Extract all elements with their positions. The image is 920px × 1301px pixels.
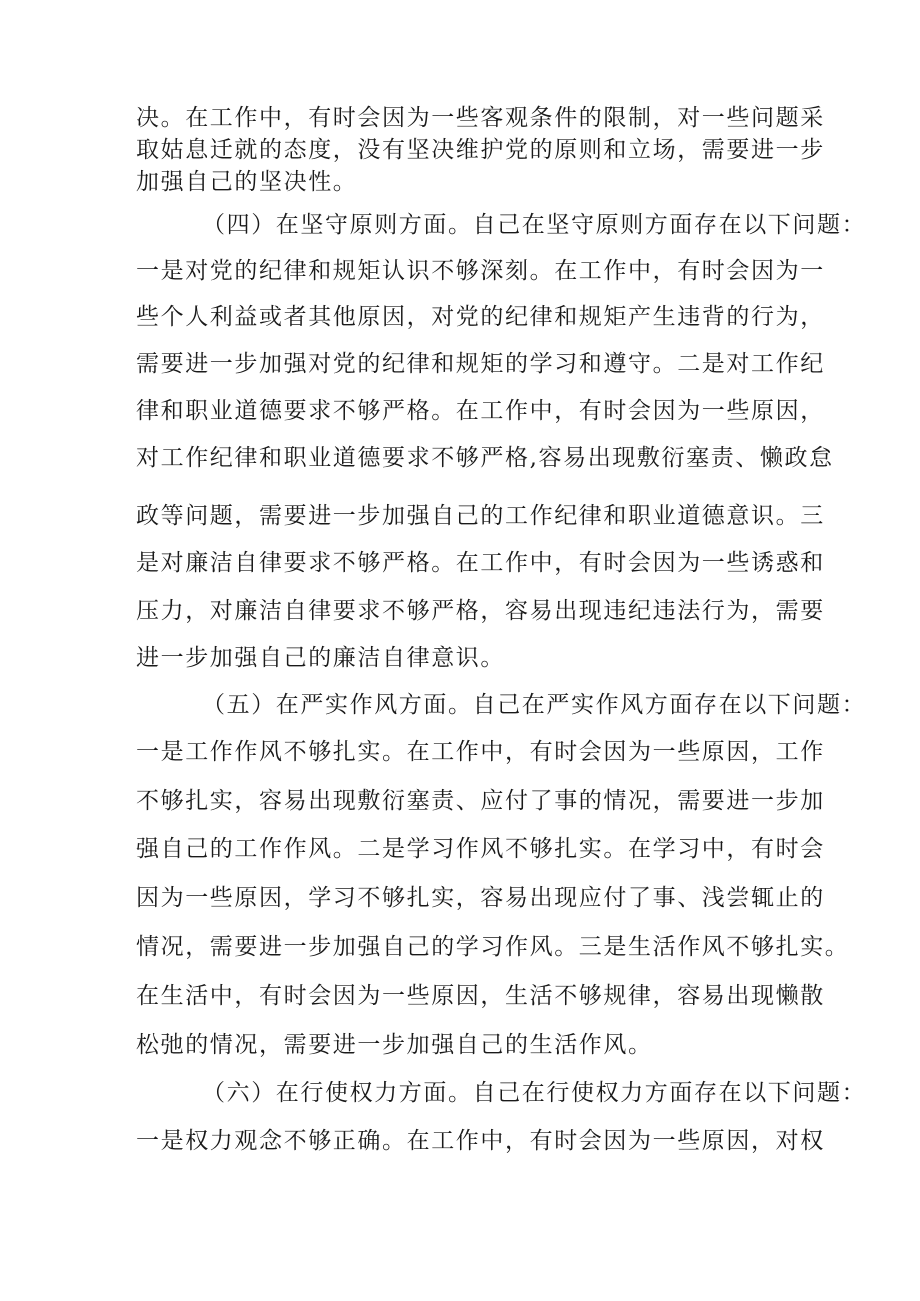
- text-line: 一是工作作风不够扎实。在工作中，有时会因为一些原因，工作: [136, 739, 825, 765]
- text-line: 因为一些原因，学习不够扎实，容易出现应付了事、浅尝辄止的: [136, 885, 825, 911]
- text-line: 取姑息迁就的态度，没有坚决维护党的原则和立场，需要进一步: [136, 137, 825, 163]
- text-line: 需要进一步加强对党的纪律和规矩的学习和遵守。二是对工作纪: [136, 351, 825, 377]
- text-line: 对工作纪律和职业道德要求不够严格,容易出现敷衍塞责、懒政怠: [136, 445, 834, 471]
- text-line: 些个人利益或者其他原因，对党的纪律和规矩产生违背的行为，: [136, 304, 825, 330]
- text-line: 加强自己的坚决性。: [136, 169, 358, 195]
- text-line: 在生活中，有时会因为一些原因，生活不够规律，容易出现懒散: [136, 983, 825, 1009]
- text-line: 政等问题，需要进一步加强自己的工作纪律和职业道德意识。三: [136, 503, 825, 529]
- text-line: 一是权力观念不够正确。在工作中，有时会因为一些原因，对权: [136, 1128, 825, 1154]
- section-heading-four: （四）在坚守原则方面。自己在坚守原则方面存在以下问题：: [202, 212, 867, 238]
- text-line: 强自己的工作作风。二是学习作风不够扎实。在学习中，有时会: [136, 836, 825, 862]
- text-line: 情况，需要进一步加强自己的学习作风。三是生活作风不够扎实。: [136, 934, 850, 960]
- section-heading-six: （六）在行使权力方面。自己在行使权力方面存在以下问题：: [202, 1080, 867, 1106]
- text-line: 决。在工作中，有时会因为一些客观条件的限制，对一些问题采: [136, 105, 825, 131]
- text-line: 不够扎实，容易出现敷衍塞责、应付了事的情况，需要进一步加: [136, 788, 825, 814]
- text-line: 压力，对廉洁自律要求不够严格，容易出现违纪违法行为，需要: [136, 598, 825, 624]
- text-line: 一是对党的纪律和规矩认识不够深刻。在工作中，有时会因为一: [136, 258, 825, 284]
- text-line: 是对廉洁自律要求不够严格。在工作中，有时会因为一些诱惑和: [136, 550, 825, 576]
- section-heading-five: （五）在严实作风方面。自己在严实作风方面存在以下问题：: [202, 692, 867, 718]
- text-line: 进一步加强自己的廉洁自律意识。: [136, 645, 505, 671]
- text-line: 律和职业道德要求不够严格。在工作中，有时会因为一些原因，: [136, 398, 825, 424]
- text-line: 松弛的情况，需要进一步加强自己的生活作风。: [136, 1032, 653, 1058]
